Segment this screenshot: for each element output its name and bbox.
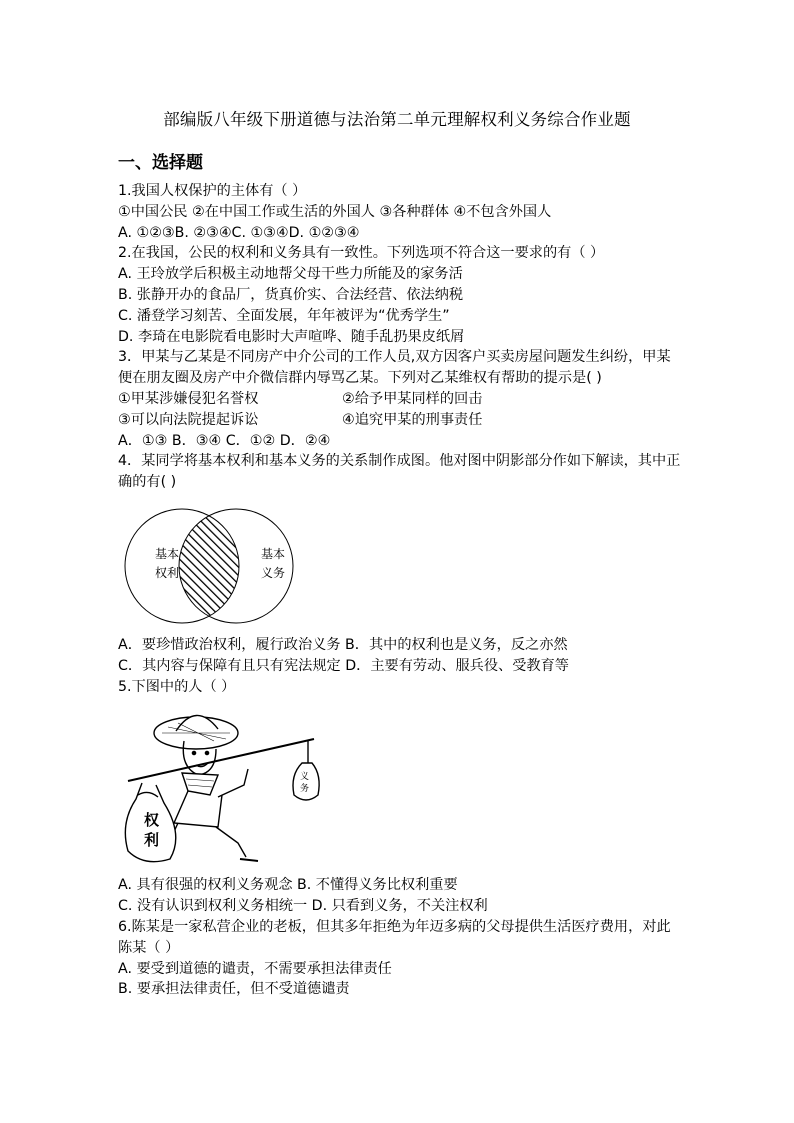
q5-options-ab: A. 具有很强的权利义务观念 B. 不懂得义务比权利重要 [118,877,458,894]
q5-stem: 5.下图中的人（ ） [118,678,236,695]
bag-label-2: 利 [144,831,160,850]
cartoon-svg [118,703,338,871]
q3-options: A．①③ B．③④ C．①② D．②④ [118,432,331,449]
q2-option-d: D. 李琦在电影院看电影时大声喧哗、随手乱扔果皮纸屑 [118,328,465,345]
venn-label-rights-2: 权利 [155,565,180,580]
q6-stem: 6.陈某是一家私营企业的老板，但其多年拒绝为年迈多病的父母提供生活医疗费用，对此陈某（ ） [118,918,671,956]
venn-label-duties-1: 基本 [261,546,286,561]
q6-option-b: B. 要承担法律责任，但不受道德谴责 [118,981,350,998]
q1-stem: 1.我国人权保护的主体有（ ） [118,183,307,199]
page-title: 部编版八年级下册道德与法治第二单元理解权利义务综合作业题 [163,110,631,129]
q3-item-1: ①甲某涉嫌侵犯名誉权 [118,390,259,407]
q4-options-ab: A．要珍惜政治权利，履行政治义务 B．其中的权利也是义务，反之亦然 [118,636,568,653]
q2-option-a: A. 王玲放学后积极主动地帮父母干些力所能及的家务活 [118,266,463,283]
question-list [118,181,684,1000]
q3-stem: 3．甲某与乙某是不同房产中介公司的工作人员,双方因客户买卖房屋问题发生纠纷，甲某便在朋友圈及房产中介微信群内辱骂乙某。下列对乙某维权有帮助的提示是( ) [118,349,671,387]
q4-options-cd: C．其内容与保障有且只有宪法规定 D．主要有劳动、服兵役、受教育等 [118,657,569,674]
small-bag-label-1: 义 [300,772,310,783]
q2-stem: 2.在我国，公民的权利和义务具有一致性。下列选项不符合这一要求的有（ ） [118,245,605,262]
q6-option-a: A. 要受到道德的谴责，不需要承担法律责任 [118,960,392,977]
bag-label-1: 权 [144,811,160,830]
q3-items-row-2 [118,410,684,431]
venn-label-rights-1: 基本 [155,546,180,561]
q3-item-2: ②给予甲某同样的回击 [342,390,483,407]
venn-svg [118,507,318,625]
q1-options: A. ①②③B. ②③④C. ①③④D. ①②③④ [118,224,360,241]
cartoon-figure [118,703,684,871]
section-heading: 一、选择题 [118,153,203,173]
venn-diagram [118,507,684,625]
q2-option-c: C. 潘登学习刻苦、全面发展，年年被评为“优秀学生” [118,307,450,324]
q3-items-row-1 [118,389,684,410]
q2-option-b: B. 张静开办的食品厂，货真价实、合法经营、依法纳税 [118,286,464,303]
small-bag-label-2: 务 [300,784,310,795]
q5-options-cd: C. 没有认识到权利义务相统一 D. 只看到义务，不关注权利 [118,898,488,915]
q3-item-3: ③可以向法院提起诉讼 [118,411,259,428]
q1-items: ①中国公民 ②在中国工作或生活的外国人 ③各种群体 ④不包含外国人 [118,203,552,220]
q3-item-4: ④追究甲某的刑事责任 [342,411,483,428]
venn-label-duties-2: 义务 [261,565,286,580]
q4-stem: 4．某同学将基本权利和基本义务的关系制作成图。他对图中阴影部分作如下解读，其中正确的有( ) [118,453,681,491]
